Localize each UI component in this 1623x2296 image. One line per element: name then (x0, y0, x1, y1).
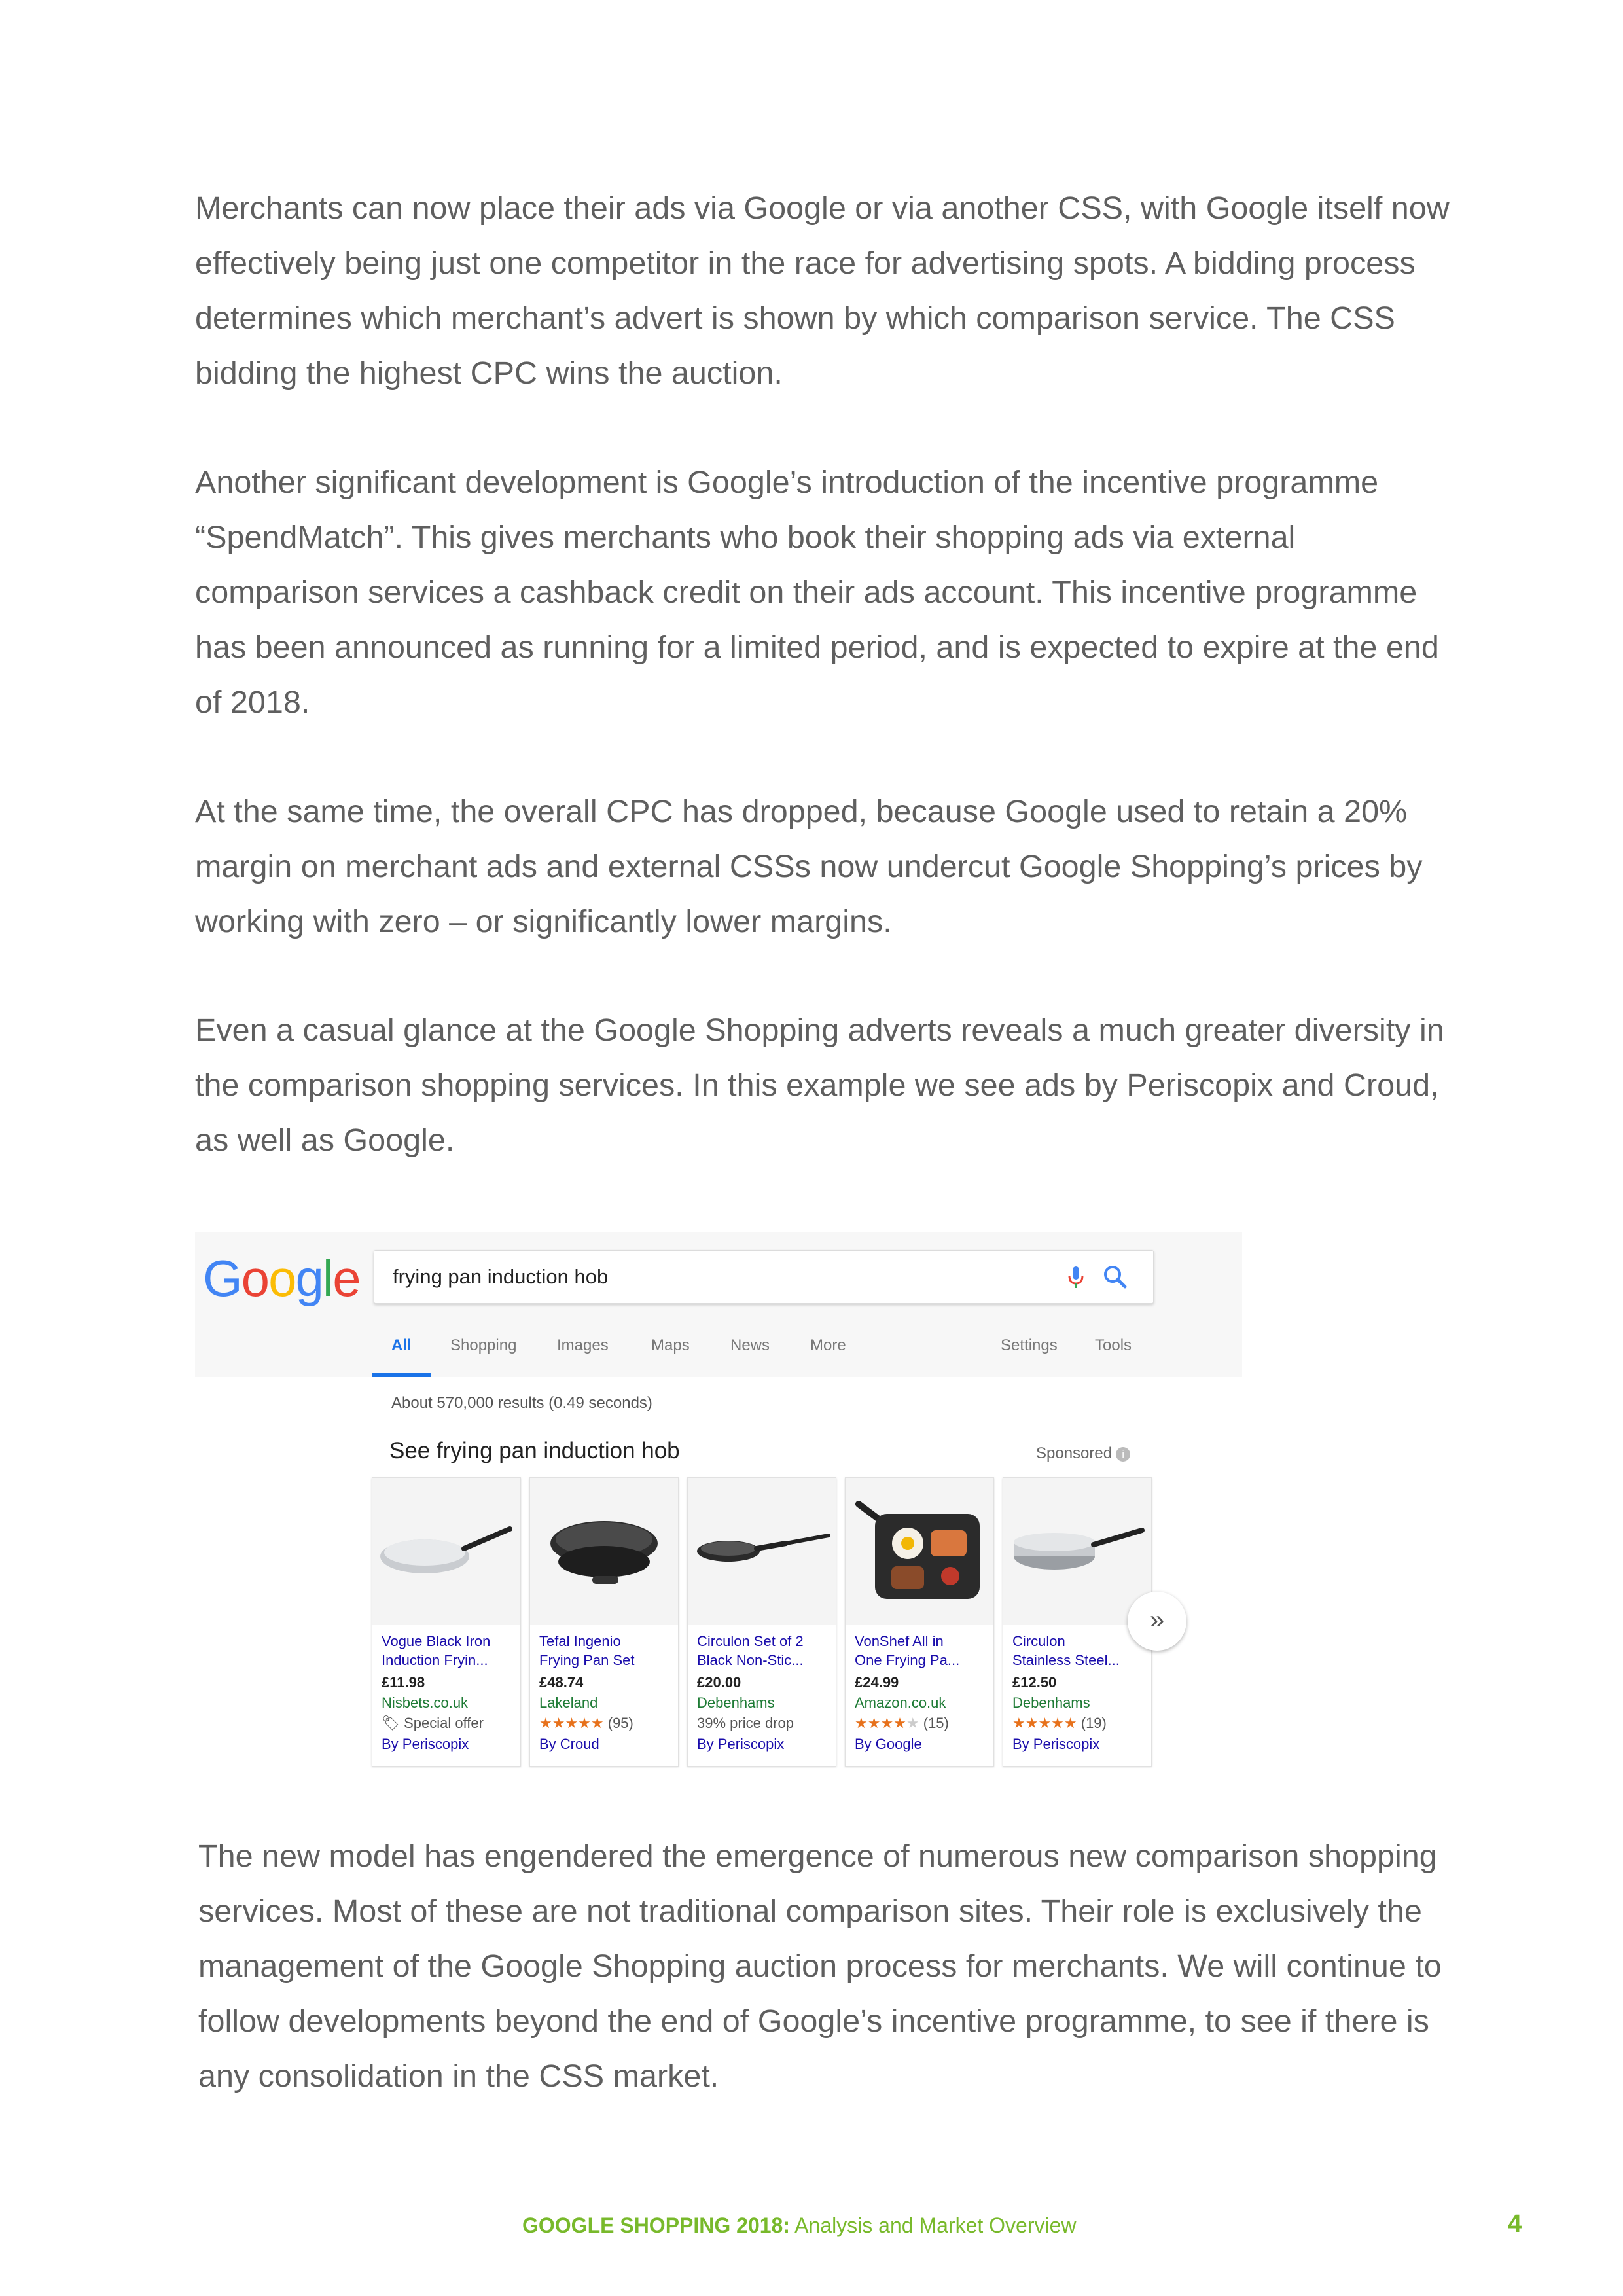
next-arrow-icon[interactable]: » (1128, 1592, 1186, 1651)
tab-settings[interactable]: Settings (1001, 1336, 1058, 1354)
product-store: Lakeland (539, 1695, 598, 1711)
tab-all[interactable]: All (391, 1336, 412, 1354)
page-footer: GOOGLE SHOPPING 2018: Analysis and Market Overview (522, 2214, 1077, 2237)
product-css-provider[interactable]: By Google (855, 1736, 922, 1752)
tab-images[interactable]: Images (557, 1336, 609, 1354)
product-css-provider[interactable]: By Periscopix (1012, 1736, 1100, 1752)
tab-maps[interactable]: Maps (651, 1336, 690, 1354)
product-title[interactable]: VonShef All in (855, 1633, 944, 1649)
search-icon[interactable] (1101, 1263, 1130, 1291)
product-title[interactable]: One Frying Pa... (855, 1652, 960, 1668)
search-input[interactable] (374, 1250, 1154, 1304)
rating-star-empty: ★ (906, 1715, 919, 1731)
tab-tools[interactable]: Tools (1095, 1336, 1132, 1354)
tag-icon: 🏷 (382, 1715, 400, 1731)
product-title[interactable]: Black Non-Stic... (697, 1652, 804, 1668)
product-title[interactable]: Circulon Set of 2 (697, 1633, 804, 1649)
tab-more[interactable]: More (810, 1336, 846, 1354)
tab-news[interactable]: News (730, 1336, 770, 1354)
sponsored-label: Sponsored i (1036, 1444, 1130, 1463)
product-css-provider[interactable]: By Periscopix (382, 1736, 469, 1752)
shopping-section-title: See frying pan induction hob (389, 1438, 680, 1463)
product-css-provider[interactable]: By Croud (539, 1736, 599, 1752)
product-price: £24.99 (855, 1674, 899, 1691)
product-title[interactable]: Circulon (1012, 1633, 1065, 1649)
rating-stars: ★★★★★ (1012, 1715, 1077, 1731)
rating-stars: ★★★★ (855, 1715, 906, 1731)
product-card[interactable] (372, 1477, 521, 1767)
product-price: £11.98 (382, 1674, 425, 1691)
search-query: frying pan induction hob (393, 1265, 609, 1288)
paragraph-1: Merchants can now place their ads via Google or via another CSS, with Google itself now effectively being just one competitor in the race for advertising spots. A bidding process determines which merchant’s advert is shown by which comparison service. The CSS bidding the highest CPC wins the auction. (195, 190, 1450, 391)
page-number: 4 (1508, 2210, 1522, 2238)
product-title[interactable]: Vogue Black Iron (382, 1633, 491, 1649)
product-store: Amazon.co.uk (855, 1695, 946, 1711)
product-card[interactable] (845, 1477, 994, 1767)
product-css-provider[interactable]: By Periscopix (697, 1736, 785, 1752)
product-title[interactable]: Stainless Steel... (1012, 1652, 1120, 1668)
product-image[interactable] (688, 1478, 836, 1625)
info-icon[interactable]: i (1116, 1447, 1130, 1462)
results-count: About 570,000 results (0.49 seconds) (391, 1394, 652, 1412)
product-title[interactable]: Induction Fryin... (382, 1652, 488, 1668)
paragraph-5: The new model has engendered the emergence of numerous new comparison shopping services. Most of these are not traditional comparison sites. Their role is exclusively the management of the Google Shopping auction process for merchants. We will continue to follow developments beyond the end of Google’s incentive programme, to see if there is any consolidation in the CSS market. (198, 1839, 1442, 2094)
product-price-drop: 39% price drop (697, 1715, 794, 1731)
product-image[interactable] (1003, 1478, 1151, 1625)
google-shopping-screenshot (195, 1232, 1242, 1768)
product-store: Debenhams (1012, 1695, 1090, 1711)
product-card[interactable] (529, 1477, 679, 1767)
product-rating: ★★★★★ (15) (855, 1715, 949, 1731)
product-title[interactable]: Frying Pan Set (539, 1652, 635, 1668)
product-price: £20.00 (697, 1674, 741, 1691)
product-offer: 🏷 Special offer (382, 1715, 484, 1731)
paragraph-4: Even a casual glance at the Google Shopping adverts reveals a much greater diversity in the comparison shopping services. In this example we see ads by Periscopix and Croud, as well as Google. (195, 1013, 1444, 1158)
product-store: Nisbets.co.uk (382, 1695, 469, 1711)
microphone-icon[interactable] (1061, 1263, 1090, 1291)
product-price: £12.50 (1012, 1674, 1057, 1691)
product-image[interactable] (846, 1478, 993, 1625)
product-title[interactable]: Tefal Ingenio (539, 1633, 621, 1649)
tab-shopping[interactable]: Shopping (450, 1336, 517, 1354)
paragraph-3: At the same time, the overall CPC has dropped, because Google used to retain a 20% margin on merchant ads and external CSSs now undercut Google Shopping’s prices by working with zero – or significantly lower margins. (195, 794, 1423, 939)
rating-stars: ★★★★★ (539, 1715, 604, 1731)
product-image[interactable] (372, 1478, 520, 1625)
google-logo: Google (203, 1249, 360, 1307)
product-price: £48.74 (539, 1674, 584, 1691)
active-tab-indicator (372, 1373, 431, 1377)
product-store: Debenhams (697, 1695, 775, 1711)
product-rating: ★★★★★ (19) (1012, 1715, 1107, 1731)
paragraph-2: Another significant development is Google’s introduction of the incentive programme “SpendMatch”. This gives merchants who book their shopping ads via external comparison services a cashback credit on their ads account. This incentive programme has been announced as running for a limited period, and is expected to expire at the end of 2018. (195, 465, 1439, 720)
product-rating: ★★★★★ (95) (539, 1715, 633, 1731)
product-image[interactable] (530, 1478, 678, 1625)
product-card[interactable] (687, 1477, 836, 1767)
